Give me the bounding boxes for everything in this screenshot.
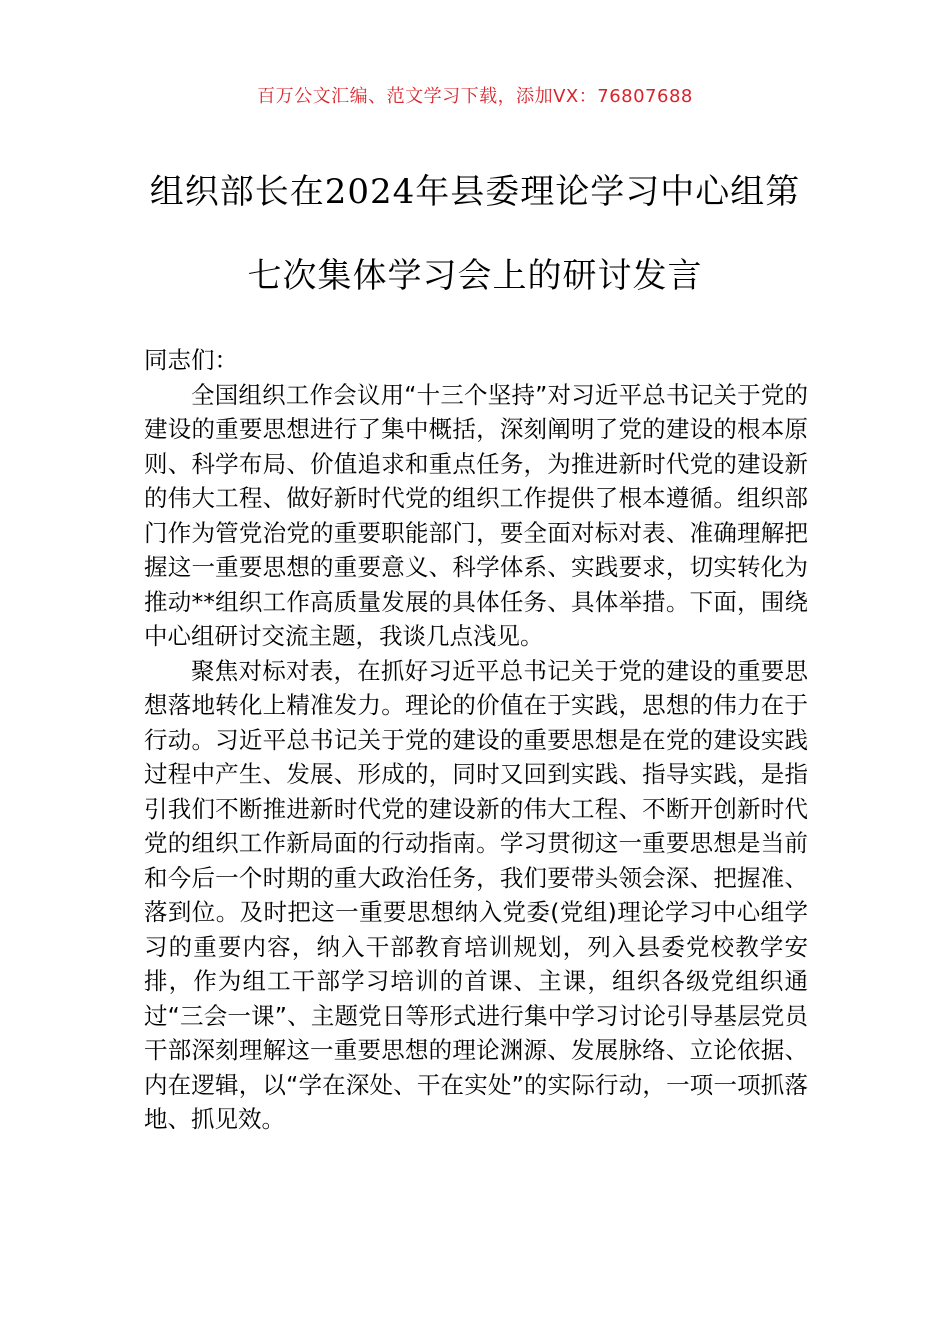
title-line-2: 七次集体学习会上的研讨发言	[247, 256, 703, 296]
document-body	[144, 343, 808, 1137]
document-title	[120, 150, 830, 318]
paragraph-1: 全国组织工作会议用“十三个坚持”对习近平总书记关于党的建设的重要思想进行了集中概括，深刻阐明了党的建设的根本原则、科学布局、价值追求和重点任务，为推进新时代党的建设新的伟大工程、做好新时代党的组织工作提供了根本遵循。组织部门作为管党治党的重要职能部门，要全面对标对表、准确理解把握这一重要思想的重要意义、科学体系、实践要求，切实转化为推动**组织工作高质量发展的具体任务、具体举措。下面，围绕中心组研讨交流主题，我谈几点浅见。	[144, 380, 808, 650]
header-watermark-note: 百万公文汇编、范文学习下载，添加VX：76807688	[257, 86, 693, 107]
salutation: 同志们：	[144, 346, 238, 374]
paragraph-2: 聚焦对标对表，在抓好习近平总书记关于党的建设的重要思想落地转化上精准发力。理论的价值在于实践，思想的伟力在于行动。习近平总书记关于党的建设的重要思想是在党的建设实践过程中产生、发展、形成的，同时又回到实践、指导实践，是指引我们不断推进新时代党的建设新的伟大工程、不断开创新时代党的组织工作新局面的行动指南。学习贯彻这一重要思想是当前和今后一个时期的重大政治任务，我们要带头领会深、把握准、落到位。及时把这一重要思想纳入党委(党组)理论学习中心组学习的重要内容，纳入干部教育培训规划，列入县委党校教学安排，作为组工干部学习培训的首课、主课，组织各级党组织通过“三会一课”、主题党日等形式进行集中学习讨论引导基层党员干部深刻理解这一重要思想的理论渊源、发展脉络、立论依据、内在逻辑，以“学在深处、干在实处”的实际行动，一项一项抓落地、抓见效。	[144, 656, 808, 1133]
title-line-1: 组织部长在2024年县委理论学习中心组第	[149, 172, 801, 212]
